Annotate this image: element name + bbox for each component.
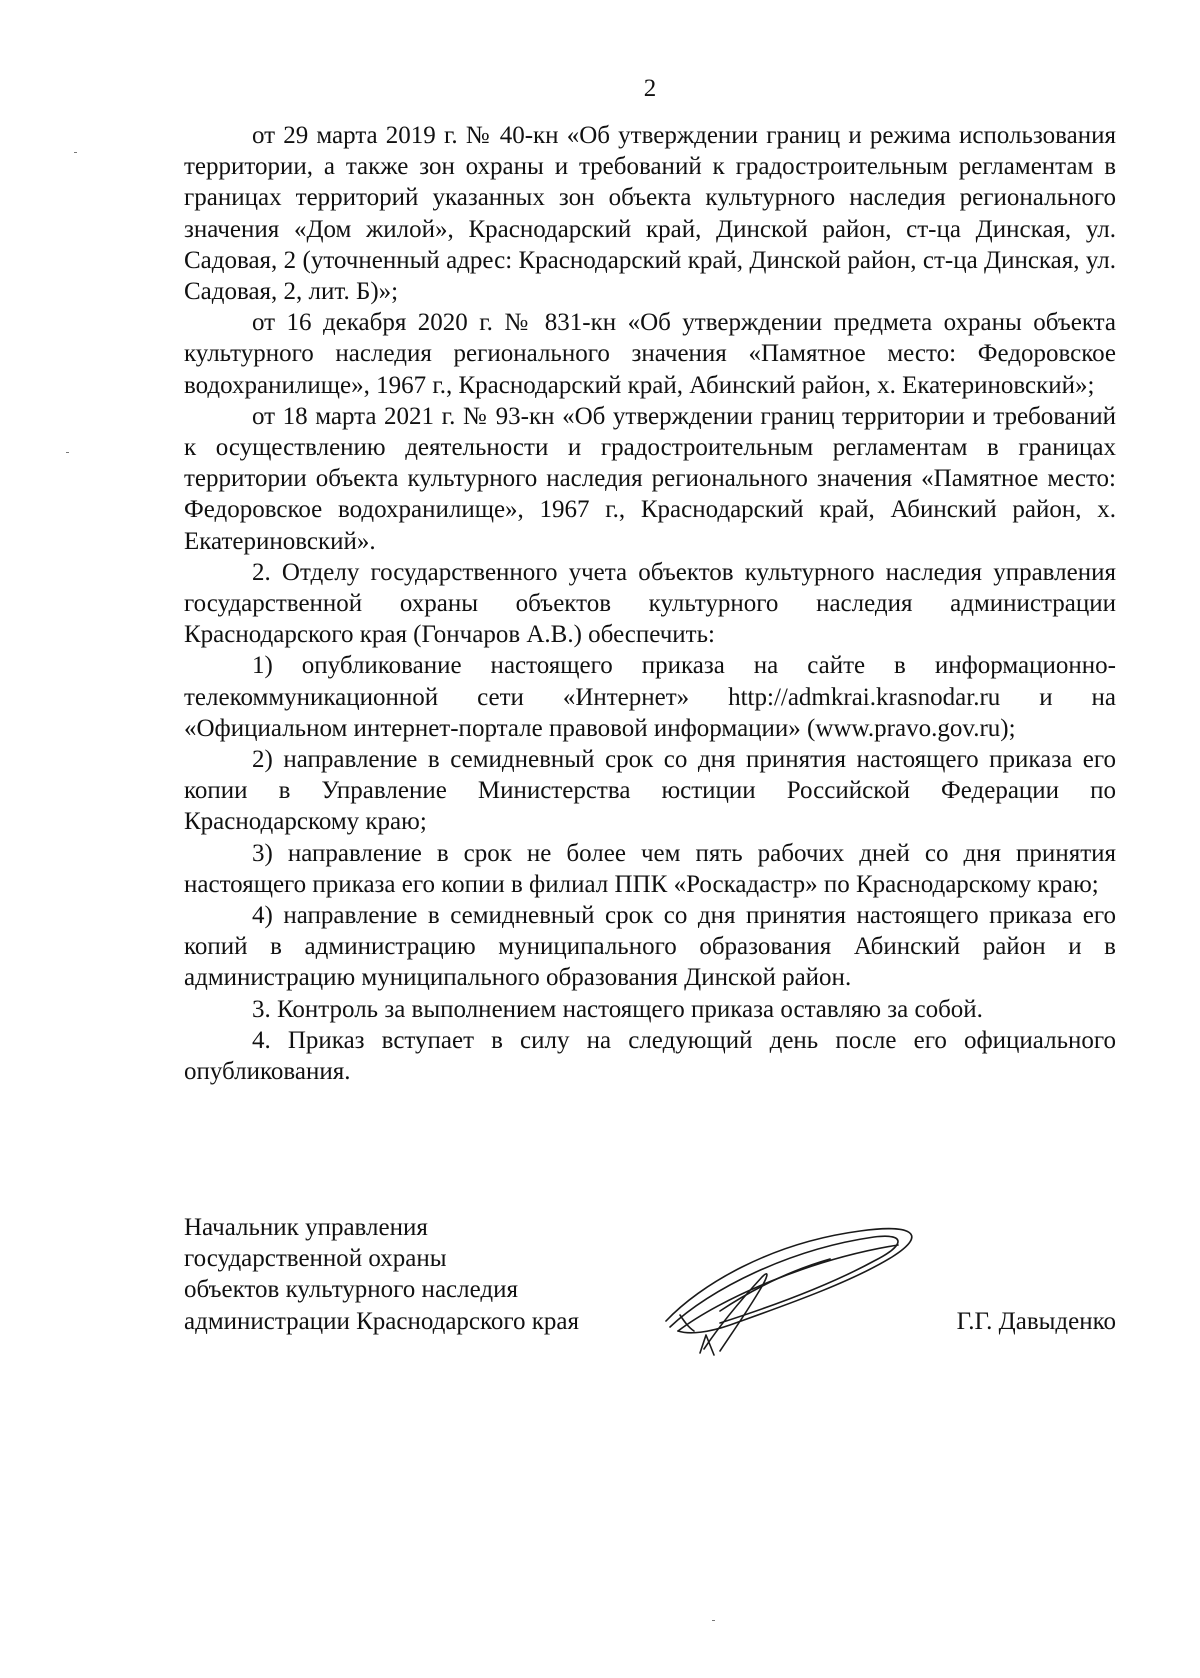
- signer-position-line: администрации Краснодарского края: [184, 1307, 580, 1335]
- signature-block: [184, 1212, 1116, 1372]
- paragraph-item-3: 3. Контроль за выполнением настоящего приказа оставляю за собой.: [252, 995, 983, 1023]
- signer-name: Г.Г. Давыденко: [956, 1307, 1116, 1335]
- signer-position-line: Начальник управления: [184, 1214, 428, 1241]
- paragraph-order-2021: от 18 марта 2021 г. № 93-кн «Об утверждении границ территории и требований к осуществлению деятельности и градостроительным регламентам в границах территории объекта культурного наследия регионального значения «Памятное место: Федоровское водохранилище», 1967 г., Краснодарский край, Абинский район, х. Екатериновский».: [184, 402, 1116, 555]
- paragraph-subitem-2: 2) направление в семидневный срок со дня принятия настоящего приказа его копии в Управление Министерства юстиции Российской Федерации по Краснодарскому краю;: [184, 746, 1116, 836]
- scan-speck: [74, 152, 77, 153]
- paragraph-item-4: 4. Приказ вступает в силу на следующий день после его официального опубликования.: [184, 1026, 1116, 1086]
- paragraph-subitem-1: 1) опубликование настоящего приказа на сайте в информационно-телекоммуникационной сети «Интернет» http://admkrai.krasnodar.ru и на «Официальном интернет-портале правовой информации» (www.pravo.gov.ru);: [184, 652, 1116, 742]
- document-body: [184, 120, 1116, 1087]
- scan-speck: [712, 1620, 715, 1621]
- paragraph-order-2020: от 16 декабря 2020 г. № 831-кн «Об утверждении предмета охраны объекта культурного наследия регионального значения «Памятное место: Федоровское водохранилище», 1967 г., Краснодарский край, Абинский район, х. Екатериновский»;: [184, 309, 1116, 399]
- scan-speck: [66, 452, 69, 453]
- paragraph-subitem-4: 4) направление в семидневный срок со дня принятия настоящего приказа его копий в администрацию муниципального образования Абинский район и в администрацию муниципального образования Динской район.: [184, 902, 1116, 992]
- paragraph-item-2: 2. Отделу государственного учета объектов культурного наследия управления государственной охраны объектов культурного наследия администрации Краснодарского края (Гончаров А.В.) обеспечить:: [184, 558, 1116, 649]
- page-number: 2: [643, 75, 657, 102]
- paragraph-subitem-3: 3) направление в срок не более чем пять рабочих дней со дня принятия настоящего приказа его копии в филиал ППК «Роскадастр» по Краснодарскому краю;: [184, 839, 1116, 898]
- signer-position-line: объектов культурного наследия: [184, 1276, 518, 1304]
- signer-position-line: государственной охраны: [184, 1245, 447, 1273]
- paragraph-order-2019: от 29 марта 2019 г. № 40-кн «Об утверждении границ и режима использования территории, а также зон охраны и требований к градостроительным регламентам в границах территорий указанных зон объекта культурного наследия регионального значения «Дом жилой», Краснодарский край, Динской район, ст-ца Динская, ул. Садовая, 2 (уточненный адрес: Краснодарский край, Динской район, ст-ца Динская, ул. Садовая, 2, лит. Б)»;: [184, 122, 1116, 306]
- handwritten-signature: [660, 1215, 940, 1365]
- signer-position: [184, 1212, 579, 1337]
